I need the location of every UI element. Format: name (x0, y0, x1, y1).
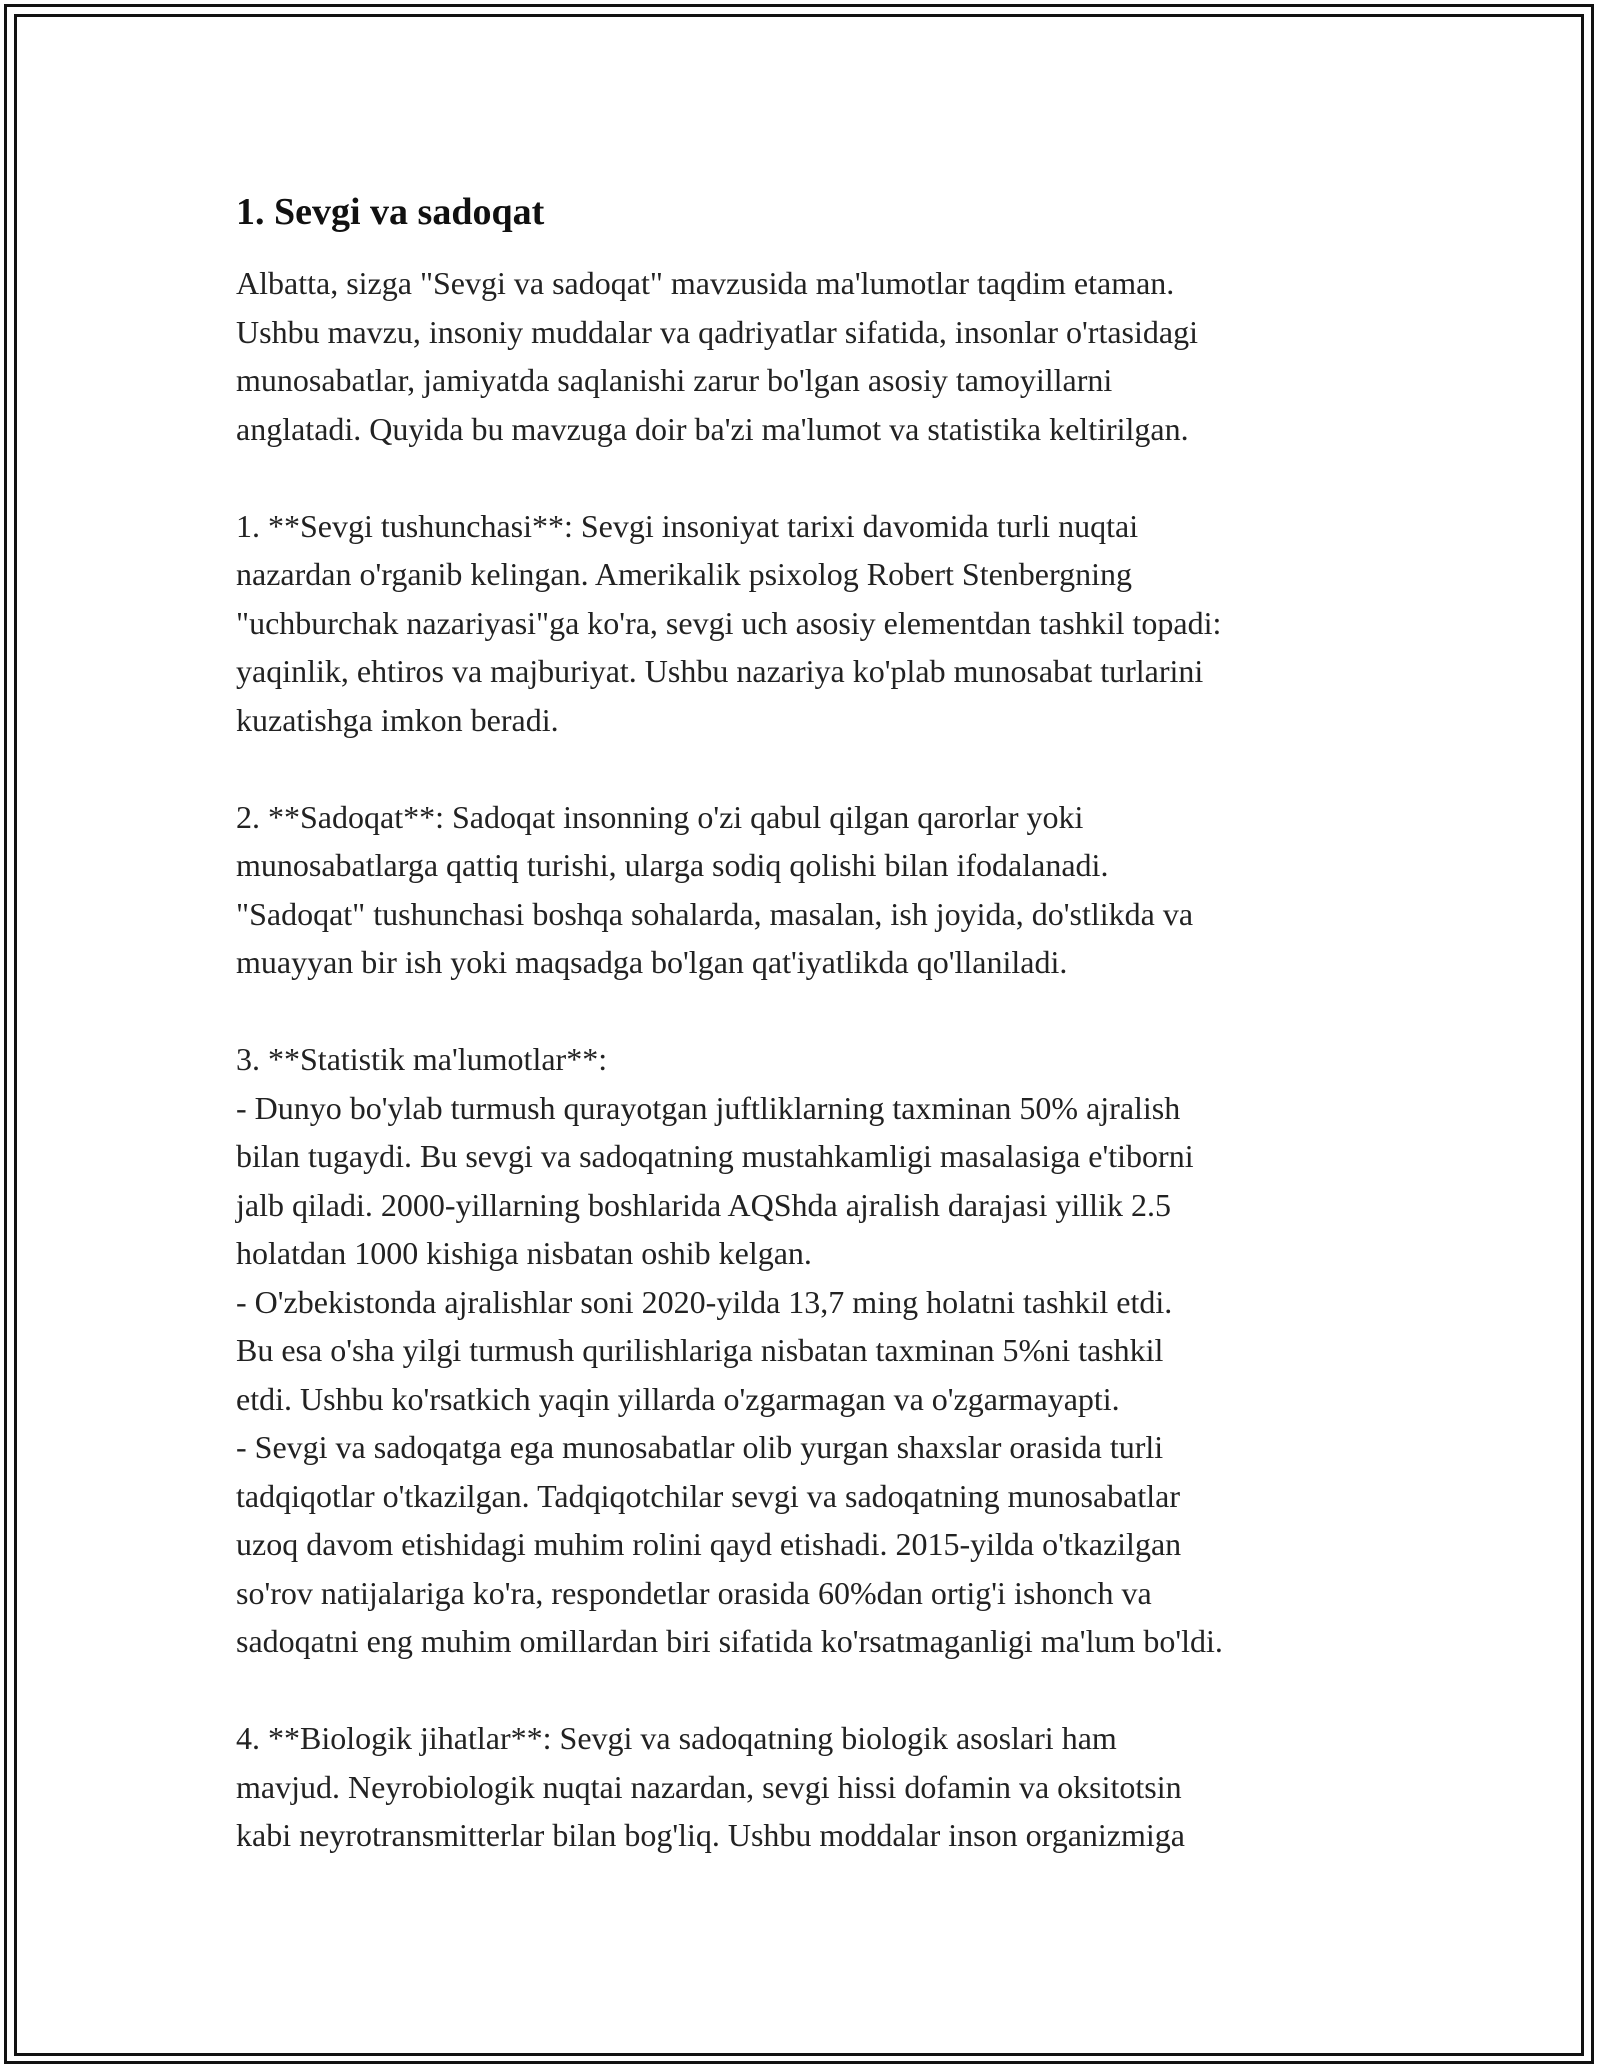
section-biology: 4. **Biologik jihatlar**: Sevgi va sadoqatning biologik asoslari ham mavjud. Neyrobiologik nuqtai nazardan, sevgi hissi dofamin va oksitotsin kabi neyrotransmitterlar bilan bog'liq. Ushbu moddalar inson organizmiga (236, 1720, 1185, 1853)
section-statistics: 3. **Statistik ma'lumotlar**: - Dunyo bo'ylab turmush qurayotgan juftliklarning taxminan 50% ajralish bilan tugaydi. Bu sevgi va sadoqatning mustahkamligi masalasiga e'tiborni jalb qiladi. 2000-yillarning boshlarida AQShda ajralish darajasi yillik 2.5 holatdan 1000 kishiga nisbatan oshib kelgan. - O'zbekistonda ajralishlar soni 2020-yilda 13,7 ming holatni tashkil etdi. Bu esa o'sha yilgi turmush qurilishlariga nisbatan taxminan 5%ni tashkil etdi. Ushbu ko'rsatkich yaqin yillarda o'zgarmagan va o'zgarmayapti. - Sevgi va sadoqatga ega munosabatlar olib yurgan shaxslar orasida turli tadqiqotlar o'tkazilgan. Tadqiqotchilar sevgi va sadoqatning munosabatlar uzoq davom etishidagi muhim rolini qayd etishadi. 2015-yilda o'tkazilgan so'rov natijalariga ko'ra, respondetlar orasida 60%dan ortig'i ishonch va sadoqatni eng muhim omillardan biri sifatida ko'rsatmaganligi ma'lum bo'ldi. (236, 1041, 1223, 1659)
section-loyalty: 2. **Sadoqat**: Sadoqat insonning o'zi qabul qilgan qarorlar yoki munosabatlarga qattiq turishi, ularga sodiq qolishi bilan ifodalanadi. "Sadoqat" tushunchasi boshqa sohalarda, masalan, ish joyida, do'stlikda va muayyan bir ish yoki maqsadga bo'lgan qat'iyatlikda qo'llaniladi. (236, 798, 1194, 980)
document-title: 1. Sevgi va sadoqat (236, 191, 545, 233)
document-body (236, 188, 1396, 1860)
paragraph-spacer (236, 1666, 1396, 1715)
paragraph-spacer (236, 744, 1396, 793)
paragraph-spacer (236, 987, 1396, 1036)
intro-paragraph: Albatta, sizga "Sevgi va sadoqat" mavzusida ma'lumotlar taqdim etaman. Ushbu mavzu, insoniy muddalar va qadriyatlar sifatida, insonlar o'rtasidagi munosabatlar, jamiyatda saqlanishi zarur bo'lgan asosiy tamoyillarni anglatadi. Quyida bu mavzuga doir ba'zi ma'lumot va statistika keltirilgan. (236, 265, 1198, 447)
paragraph-spacer (236, 453, 1396, 502)
section-love-concept: 1. **Sevgi tushunchasi**: Sevgi insoniyat tarixi davomida turli nuqtai nazardan o'rganib kelingan. Amerikalik psixolog Robert Stenbergning "uchburchak nazariyasi"ga ko'ra, sevgi uch asosiy elementdan tashkil topadi: yaqinlik, ehtiros va majburiyat. Ushbu nazariya ko'plab munosabat turlarini kuzatishga imkon beradi. (236, 507, 1222, 738)
